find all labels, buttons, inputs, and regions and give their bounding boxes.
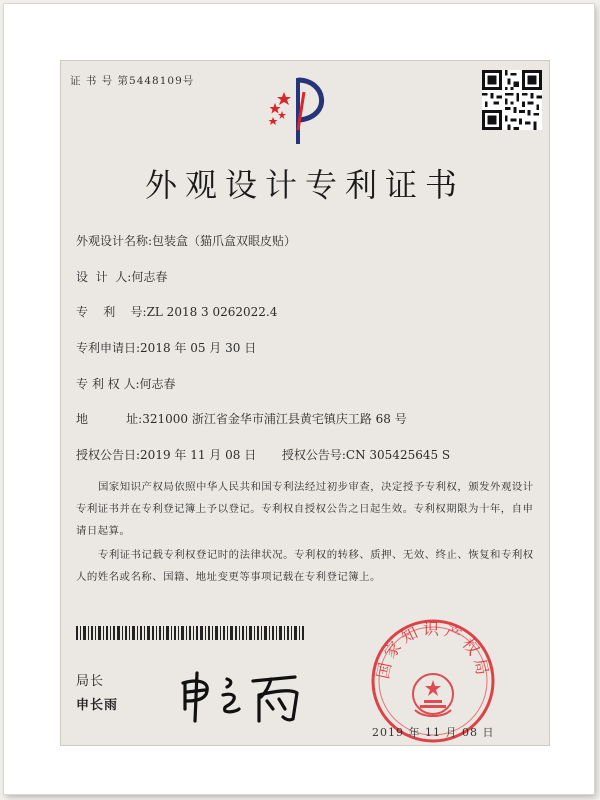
- seal-date: 2019 年 11 月 08 日: [372, 726, 495, 739]
- design-name-row: [76, 232, 296, 249]
- patentee-label: 专 利 权 人:: [76, 377, 140, 391]
- certificate-page: [60, 60, 550, 746]
- application-date-label: 专利申请日:: [76, 341, 141, 355]
- photo-frame: [4, 4, 594, 794]
- patent-number-value: ZL 2018 3 0262022.4: [146, 305, 278, 319]
- director-name: 申长雨: [76, 698, 119, 713]
- designer-value: 何志春: [131, 270, 168, 284]
- certificate-number: 证 书 号 第5448109号: [70, 75, 195, 87]
- qr-code-icon: [482, 70, 542, 130]
- design-name-label: 外观设计名称:: [76, 234, 153, 248]
- patent-office-logo-icon: [260, 70, 340, 150]
- patentee-row: [76, 375, 176, 392]
- grant-statement-paragraph: 国家知识产权局依照中华人民共和国专利法经过初步审查，决定授予专利权，颁发外观设计专利证书并在专利登记簿上予以登记。专利权自授权公告之日起生效。专利权期限为十年，自申请日起算。: [76, 481, 534, 537]
- grant-date-value: 2019 年 11 月 08 日: [140, 448, 257, 462]
- svg-text:国家知识产权局: [373, 620, 493, 681]
- barcode-icon: [76, 626, 306, 640]
- application-date-value: 2018 年 05 月 30 日: [140, 341, 257, 355]
- seal-text: 国家知识产权局: [373, 619, 493, 681]
- legal-status-paragraph: 专利证书记载专利权登记时的法律状况。专利权的转移、质押、无效、终止、恢复和专利权人的姓名或名称、国籍、地址变更等事项记载在专利登记簿上。: [76, 549, 534, 583]
- designer-label: 设 计 人:: [76, 270, 132, 284]
- grant-number-label: 授权公告号:: [281, 448, 346, 462]
- grant-number-value: CN 305425645 S: [345, 448, 451, 462]
- patent-number-row: [76, 303, 277, 320]
- address-label: 地 址:: [76, 412, 143, 426]
- grant-date-label: 授权公告日:: [76, 448, 141, 462]
- certificate-title: 外观设计专利证书: [144, 166, 465, 204]
- designer-row: [76, 268, 167, 285]
- director-signature: [175, 665, 315, 725]
- grant-row: [76, 446, 450, 463]
- design-name-value: 包装盒（猫爪盒双眼皮贴）: [152, 234, 297, 248]
- patent-number-label: 专 利 号:: [76, 305, 147, 319]
- address-value: 321000 浙江省金华市浦江县黄宅镇庆工路 68 号: [142, 412, 407, 426]
- application-date-row: [76, 339, 256, 356]
- address-row: [76, 410, 407, 427]
- director-title: 局长: [76, 674, 105, 689]
- patentee-value: 何志春: [139, 377, 176, 391]
